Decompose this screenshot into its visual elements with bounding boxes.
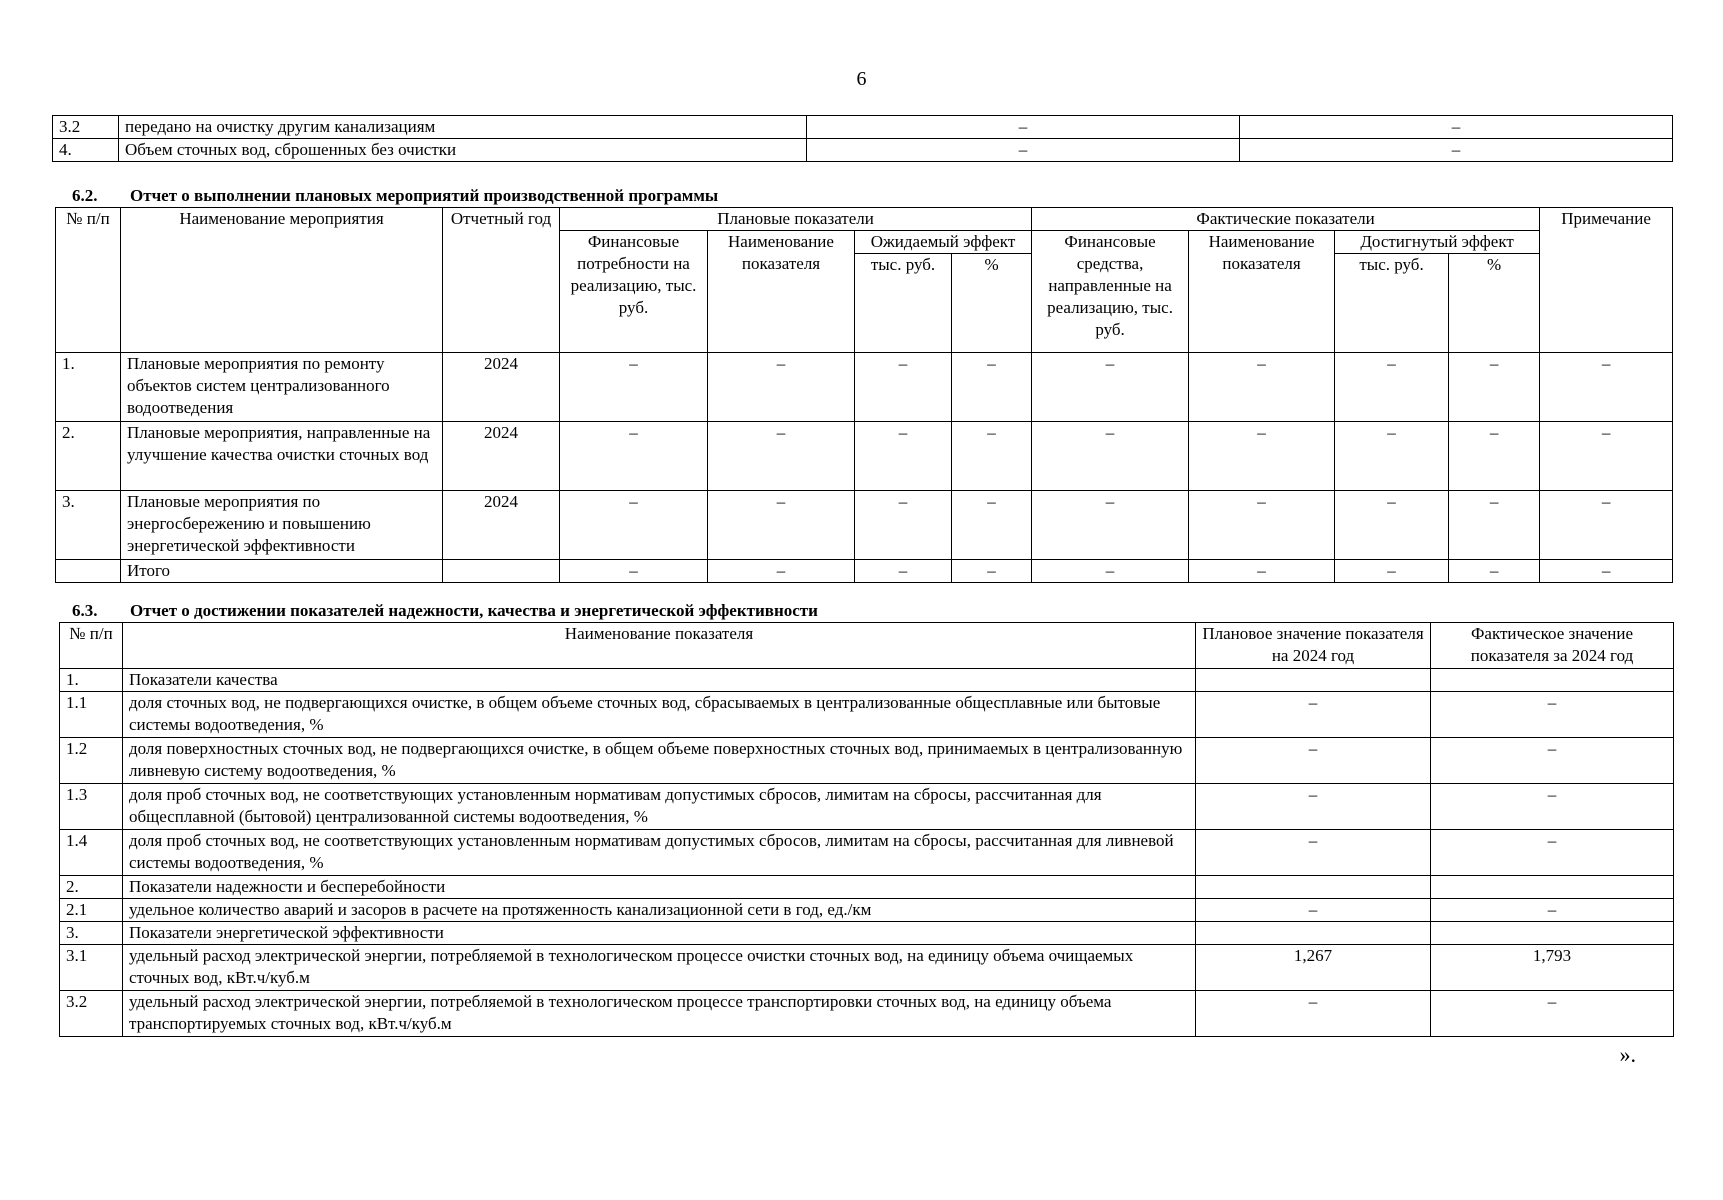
cell-dash: – — [1032, 560, 1189, 583]
cell-dash: – — [1189, 422, 1335, 491]
header-fact-effect: Достигнутый эффект — [1335, 231, 1540, 254]
row-name: доля проб сточных вод, не соответствующих установленным нормативам допустимых сбросов, лимитам на сбросы, рассчитанная для общесплавной (бытовой) централизованной системы водоотведения, % — [123, 784, 1196, 830]
section-6-2-heading — [72, 186, 718, 206]
row-name: Показатели качества — [123, 669, 1196, 692]
indicators-table — [59, 622, 1674, 1037]
cell-dash: – — [1449, 422, 1540, 491]
cell-dash: – — [708, 422, 855, 491]
header-plan-indicator: Наименование показателя — [708, 231, 855, 353]
header-thousand-rub: тыс. руб. — [1335, 254, 1449, 353]
row-fact: – — [1431, 738, 1674, 784]
total-row — [56, 560, 1673, 583]
row-num: 1.3 — [60, 784, 123, 830]
cell-dash: – — [952, 422, 1032, 491]
cell-dash: – — [1032, 353, 1189, 422]
section-title: Отчет о достижении показателей надежности, качества и энергетической эффективности — [130, 601, 818, 620]
cell-dash: – — [708, 491, 855, 560]
section-number: 6.3. — [72, 601, 98, 620]
cell-dash: – — [1335, 422, 1449, 491]
cell-dash: – — [1540, 491, 1673, 560]
header-fact: Фактические показатели — [1032, 208, 1540, 231]
row-num: 1.2 — [60, 738, 123, 784]
row-fact: – — [1431, 991, 1674, 1037]
cell-dash: – — [1335, 560, 1449, 583]
table-row — [60, 991, 1674, 1037]
cell-dash: – — [1540, 422, 1673, 491]
header-percent: % — [952, 254, 1032, 353]
row-fact: – — [1431, 692, 1674, 738]
cell-dash: – — [1032, 491, 1189, 560]
table-row — [56, 422, 1673, 491]
cell-dash: – — [952, 353, 1032, 422]
row-num: 3. — [56, 491, 121, 560]
table-row — [53, 116, 1673, 139]
row-plan — [1196, 876, 1431, 899]
row-year: 2024 — [443, 491, 560, 560]
row-name: Объем сточных вод, сброшенных без очистки — [119, 139, 807, 162]
row-num: 2. — [60, 876, 123, 899]
row-num — [56, 560, 121, 583]
row-name: Показатели энергетической эффективности — [123, 922, 1196, 945]
header-plan: Плановые показатели — [560, 208, 1032, 231]
cell-dash: – — [1540, 353, 1673, 422]
cell-dash: – — [855, 560, 952, 583]
row-fact: – — [1431, 830, 1674, 876]
table-row — [60, 922, 1674, 945]
row-name: Плановые мероприятия, направленные на улучшение качества очистки сточных вод — [121, 422, 443, 491]
cell-dash: – — [1449, 353, 1540, 422]
row-year — [443, 560, 560, 583]
page-number: 6 — [856, 68, 867, 90]
row-name: доля поверхностных сточных вод, не подвергающихся очистке, в общем объеме поверхностных сточных вод, принимаемых в централизованную ливневую систему водоотведения, % — [123, 738, 1196, 784]
table-row — [60, 784, 1674, 830]
cell-dash: – — [1540, 560, 1673, 583]
header-thousand-rub: тыс. руб. — [855, 254, 952, 353]
header-num: № п/п — [60, 623, 123, 669]
header-fact-financial: Финансовые средства, направленные на реализацию, тыс. руб. — [1032, 231, 1189, 353]
row-plan — [1196, 669, 1431, 692]
header-fact-indicator: Наименование показателя — [1189, 231, 1335, 353]
row-value: – — [807, 139, 1240, 162]
section-title: Отчет о выполнении плановых мероприятий производственной программы — [130, 186, 719, 205]
row-name: удельный расход электрической энергии, потребляемой в технологическом процессе очистки сточных вод, на единицу объема очищаемых сточных вод, кВт.ч/куб.м — [123, 945, 1196, 991]
header-plan-effect: Ожидаемый эффект — [855, 231, 1032, 254]
row-fact — [1431, 876, 1674, 899]
row-num: 1. — [56, 353, 121, 422]
cell-dash: – — [1335, 353, 1449, 422]
table-row — [53, 139, 1673, 162]
header-name: Наименование показателя — [123, 623, 1196, 669]
row-name: удельный расход электрической энергии, потребляемой в технологическом процессе транспортировки сточных вод, на единицу объема транспортируемых сточных вод, кВт.ч/куб.м — [123, 991, 1196, 1037]
cell-dash: – — [708, 353, 855, 422]
cell-dash: – — [1189, 353, 1335, 422]
row-fact: – — [1431, 784, 1674, 830]
cell-dash: – — [560, 560, 708, 583]
cell-dash: – — [855, 422, 952, 491]
row-num: 1. — [60, 669, 123, 692]
header-percent: % — [1449, 254, 1540, 353]
closing-quote-mark: ». — [1619, 1042, 1636, 1067]
cell-dash: – — [560, 422, 708, 491]
row-name: Плановые мероприятия по ремонту объектов систем централизованного водоотведения — [121, 353, 443, 422]
cell-dash: – — [1449, 560, 1540, 583]
cell-dash: – — [560, 491, 708, 560]
row-plan: 1,267 — [1196, 945, 1431, 991]
row-value: – — [807, 116, 1240, 139]
header-plan: Плановое значение показателя на 2024 год — [1196, 623, 1431, 669]
table-row — [60, 899, 1674, 922]
cell-dash: – — [855, 491, 952, 560]
row-num: 1.1 — [60, 692, 123, 738]
cell-dash: – — [952, 491, 1032, 560]
table-row — [56, 353, 1673, 422]
row-fact — [1431, 669, 1674, 692]
row-plan: – — [1196, 991, 1431, 1037]
cell-dash: – — [1032, 422, 1189, 491]
row-num: 4. — [53, 139, 119, 162]
header-note: Примечание — [1540, 208, 1673, 353]
cell-dash: – — [1449, 491, 1540, 560]
cell-dash: – — [1189, 560, 1335, 583]
cell-dash: – — [952, 560, 1032, 583]
table-row — [60, 876, 1674, 899]
table-row — [60, 830, 1674, 876]
row-fact: – — [1431, 899, 1674, 922]
row-plan: – — [1196, 738, 1431, 784]
header-year: Отчетный год — [443, 208, 560, 353]
row-name: передано на очистку другим канализациям — [119, 116, 807, 139]
header-name: Наименование мероприятия — [121, 208, 443, 353]
measures-table — [55, 207, 1673, 583]
section-6-3-heading — [72, 601, 818, 621]
row-fact: 1,793 — [1431, 945, 1674, 991]
cell-dash: – — [1335, 491, 1449, 560]
table-row — [60, 669, 1674, 692]
row-num: 2. — [56, 422, 121, 491]
table-row — [60, 945, 1674, 991]
row-name: доля сточных вод, не подвергающихся очистке, в общем объеме сточных вод, сбрасываемых в централизованные общесплавные или бытовые системы водоотведения, % — [123, 692, 1196, 738]
table-row — [60, 692, 1674, 738]
row-num: 2.1 — [60, 899, 123, 922]
cell-dash: – — [560, 353, 708, 422]
row-plan: – — [1196, 784, 1431, 830]
cell-dash: – — [708, 560, 855, 583]
header-num: № п/п — [56, 208, 121, 353]
row-plan: – — [1196, 899, 1431, 922]
cell-dash: – — [855, 353, 952, 422]
row-year: 2024 — [443, 422, 560, 491]
row-num: 1.4 — [60, 830, 123, 876]
row-name: Показатели надежности и бесперебойности — [123, 876, 1196, 899]
cell-dash: – — [1189, 491, 1335, 560]
table-row — [60, 738, 1674, 784]
row-num: 3. — [60, 922, 123, 945]
row-plan: – — [1196, 692, 1431, 738]
row-value: – — [1240, 139, 1673, 162]
row-fact — [1431, 922, 1674, 945]
header-fact: Фактическое значение показателя за 2024 год — [1431, 623, 1674, 669]
row-name: Плановые мероприятия по энергосбережению и повышению энергетической эффективности — [121, 491, 443, 560]
header-plan-financial: Финансовые потребности на реализацию, тыс. руб. — [560, 231, 708, 353]
total-label: Итого — [121, 560, 443, 583]
row-num: 3.1 — [60, 945, 123, 991]
row-year: 2024 — [443, 353, 560, 422]
top-table — [52, 115, 1673, 162]
row-plan: – — [1196, 830, 1431, 876]
row-name: удельное количество аварий и засоров в расчете на протяженность канализационной сети в год, ед./км — [123, 899, 1196, 922]
section-number: 6.2. — [72, 186, 98, 205]
row-name: доля проб сточных вод, не соответствующих установленным нормативам допустимых сбросов, лимитам на сбросы, рассчитанная для ливневой системы водоотведения, % — [123, 830, 1196, 876]
row-plan — [1196, 922, 1431, 945]
row-num: 3.2 — [53, 116, 119, 139]
table-row — [56, 491, 1673, 560]
row-num: 3.2 — [60, 991, 123, 1037]
row-value: – — [1240, 116, 1673, 139]
